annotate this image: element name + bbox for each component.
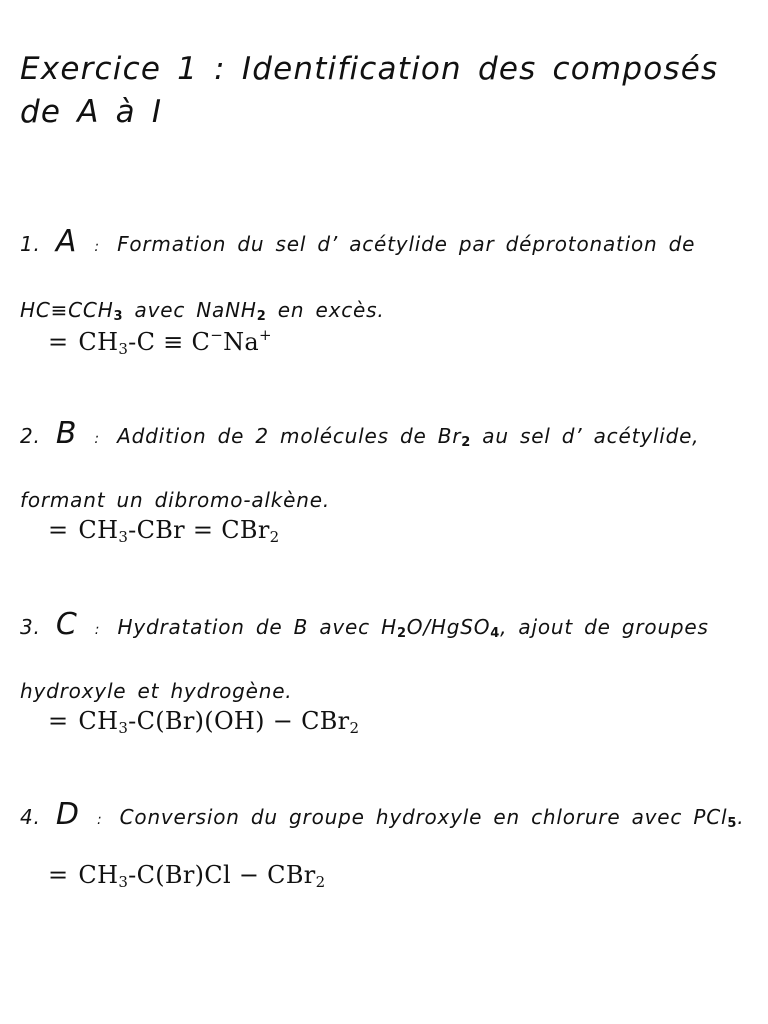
description-text: Addition de 2 molécules de Br xyxy=(117,424,462,448)
step-b-description-continued: formant un dibromo-alkène. xyxy=(20,488,331,512)
formula-part: -CBr = CBr xyxy=(128,516,270,544)
colon: : xyxy=(94,622,101,638)
step-number: 4. xyxy=(20,805,41,829)
colon: : xyxy=(94,431,100,447)
step-b xyxy=(20,416,750,546)
compound-letter: B xyxy=(55,416,78,451)
compound-letter: D xyxy=(55,797,80,832)
subscript: 3 xyxy=(118,528,129,546)
subscript: 3 xyxy=(113,309,124,324)
step-c-description-continued: hydroxyle et hydrogène. xyxy=(20,679,293,703)
formula-part: CH xyxy=(78,516,119,544)
step-d-description xyxy=(20,797,750,832)
formula-part: CH xyxy=(78,328,119,356)
formula-part: -C(Br)Cl − CBr xyxy=(128,861,316,889)
description-text: , ajout de groupes xyxy=(500,615,709,639)
compound-letter: C xyxy=(55,607,78,642)
subscript: 3 xyxy=(118,340,129,358)
subscript: 2 xyxy=(315,873,326,891)
exercise-title: Exercice 1 : Identification des composés de A à I xyxy=(20,51,719,130)
description-text: O/HgSO xyxy=(406,615,491,639)
reagent-text: avec NaNH xyxy=(123,298,257,322)
compound-c-formula xyxy=(48,707,359,737)
reactant-formula: HC≡CCH xyxy=(20,298,114,322)
excess-text: en excès. xyxy=(266,298,385,322)
description-text: Conversion du groupe hydroxyle en chlorure avec PCl xyxy=(119,805,728,829)
subscript: 2 xyxy=(461,435,472,450)
colon: : xyxy=(94,239,100,255)
subscript: 2 xyxy=(269,528,280,546)
equals-sign: = xyxy=(48,328,69,356)
subscript: 2 xyxy=(349,719,360,737)
step-a-description-continued xyxy=(20,298,385,324)
subscript: 3 xyxy=(118,719,129,737)
subscript: 3 xyxy=(118,873,129,891)
subscript: 5 xyxy=(727,816,738,831)
description-text: au sel d’ acétylide, xyxy=(471,424,700,448)
step-d xyxy=(20,797,750,891)
formula-part: -C(Br)(OH) − CBr xyxy=(128,707,350,735)
equals-sign: = xyxy=(48,861,69,889)
formula-part: -C ≡ C xyxy=(128,328,211,356)
compound-letter: A xyxy=(55,224,78,259)
superscript: + xyxy=(258,326,272,344)
compound-d-formula xyxy=(48,861,325,891)
description-text: Hydratation de B avec H xyxy=(117,615,397,639)
compound-a-formula xyxy=(48,326,272,358)
step-number: 2. xyxy=(20,424,41,448)
step-c xyxy=(20,607,750,737)
description-text: Formation du sel d’ acétylide par déprotonation de xyxy=(117,232,696,256)
description-text: . xyxy=(737,805,745,829)
formula-part: Na xyxy=(223,328,259,356)
step-number: 1. xyxy=(20,232,41,256)
colon: : xyxy=(96,812,103,828)
subscript: 4 xyxy=(490,626,501,641)
formula-part: CH xyxy=(78,707,119,735)
subscript: 2 xyxy=(396,626,407,641)
formula-part: CH xyxy=(78,861,119,889)
step-a-description xyxy=(20,224,750,259)
equals-sign: = xyxy=(48,707,69,735)
subscript: 2 xyxy=(256,309,267,324)
step-b-description xyxy=(20,416,750,451)
step-c-description xyxy=(20,607,750,642)
equals-sign: = xyxy=(48,516,69,544)
compound-b-formula xyxy=(48,516,279,546)
step-number: 3. xyxy=(20,615,41,639)
superscript: − xyxy=(210,326,224,344)
